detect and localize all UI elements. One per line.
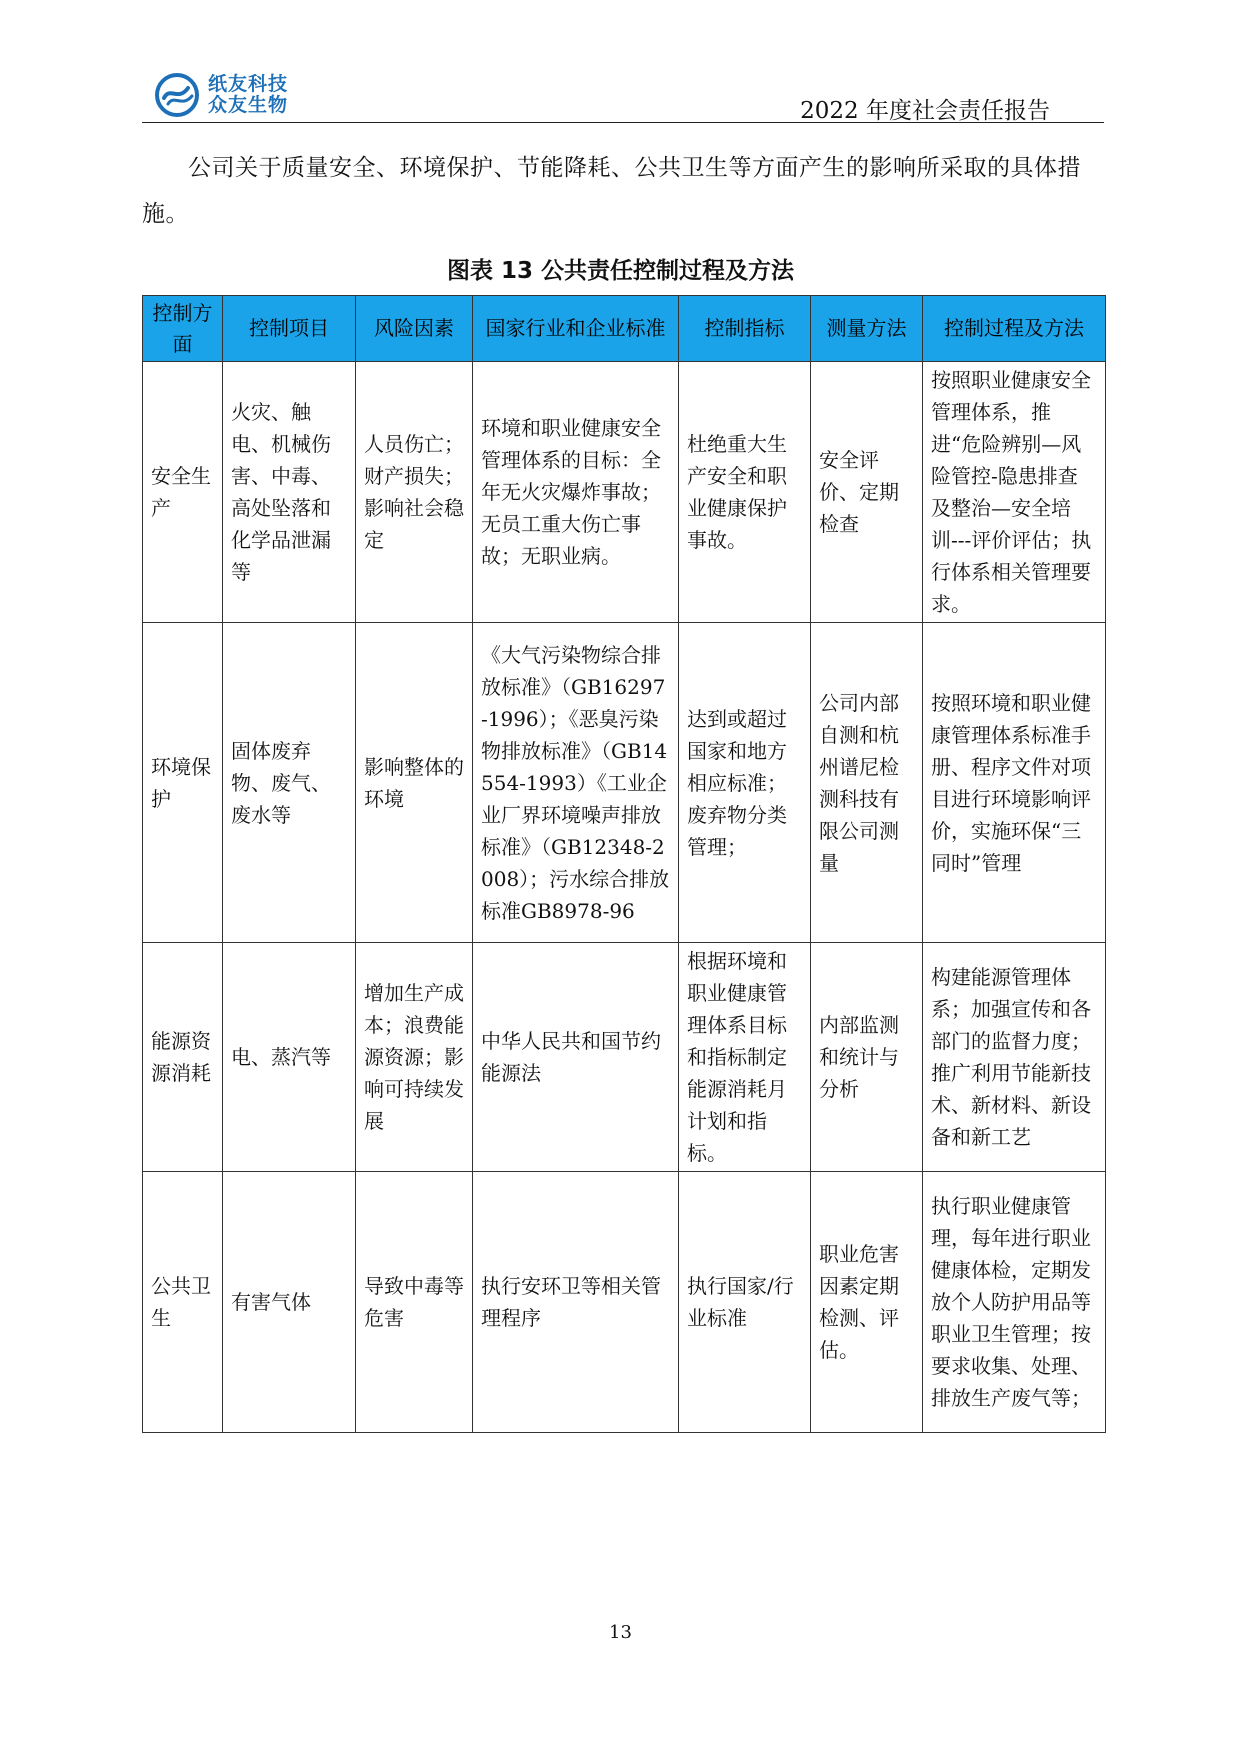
cell-standard: 《大气污染物综合排放标准》（GB16297-1996）；《恶臭污染物排放标准》（GB14554-1993）《工业企业厂界环境噪声排放标准》（GB12348-2008）；污水综合排放标准GB8978-96 (473, 623, 679, 943)
cell-method: 安全评价、定期检查 (811, 362, 923, 623)
cell-item: 有害气体 (223, 1172, 356, 1433)
page-header (142, 60, 1104, 124)
cell-item: 电、蒸汽等 (223, 943, 356, 1172)
cell-process: 按照职业健康安全管理体系，推进“危险辨别—风险管控-隐患排查及整治—安全培训---评价评估；执行体系相关管理要求。 (923, 362, 1106, 623)
cell-indicator: 杜绝重大生产安全和职业健康保护事故。 (679, 362, 811, 623)
cell-indicator: 达到或超过国家和地方相应标准；废弃物分类管理； (679, 623, 811, 943)
report-title: 2022 年度社会责任报告 (800, 98, 1050, 124)
cell-standard: 环境和职业健康安全管理体系的目标：全年无火灾爆炸事故；无员工重大伤亡事故；无职业病。 (473, 362, 679, 623)
cell-process: 执行职业健康管理，每年进行职业健康体检，定期发放个人防护用品等职业卫生管理；按要求收集、处理、排放生产废气等； (923, 1172, 1106, 1433)
cell-process: 构建能源管理体系；加强宣传和各部门的监督力度；推广利用节能新技术、新材料、新设备和新工艺 (923, 943, 1106, 1172)
cell-aspect: 能源资源消耗 (143, 943, 223, 1172)
col-header-standard: 国家行业和企业标准 (473, 296, 679, 362)
intro-paragraph: 公司关于质量安全、环境保护、节能降耗、公共卫生等方面产生的影响所采取的具体措施。 (142, 155, 1081, 227)
col-header-indicator: 控制指标 (679, 296, 811, 362)
col-header-method: 测量方法 (811, 296, 923, 362)
cell-aspect: 公共卫生 (143, 1172, 223, 1433)
company-logo (154, 72, 344, 118)
logo-line-2: 众友生物 (208, 94, 289, 116)
table-row (143, 1172, 1106, 1433)
cell-method: 职业危害因素定期检测、评估。 (811, 1172, 923, 1433)
cell-item: 火灾、触电、机械伤害、中毒、高处坠落和化学品泄漏等 (223, 362, 356, 623)
col-header-item: 控制项目 (223, 296, 356, 362)
cell-item: 固体废弃物、废气、废水等 (223, 623, 356, 943)
header-divider (142, 122, 1104, 123)
cell-risk: 人员伤亡；财产损失；影响社会稳定 (356, 362, 473, 623)
cell-method: 内部监测和统计与分析 (811, 943, 923, 1172)
table-header-row (143, 296, 1106, 362)
cell-risk: 导致中毒等危害 (356, 1172, 473, 1433)
logo-line-1: 纸友科技 (208, 73, 289, 95)
col-header-risk: 风险因素 (356, 296, 473, 362)
cell-aspect: 环境保护 (143, 623, 223, 943)
table-caption: 图表 13 公共责任控制过程及方法 (446, 258, 795, 284)
col-header-aspect: 控制方面 (143, 296, 223, 362)
cell-risk: 增加生产成本；浪费能源资源；影响可持续发展 (356, 943, 473, 1172)
table-row (143, 943, 1106, 1172)
cell-indicator: 根据环境和职业健康管理体系目标和指标制定能源消耗月计划和指标。 (679, 943, 811, 1172)
cell-risk: 影响整体的环境 (356, 623, 473, 943)
responsibility-table (142, 295, 1106, 1433)
table-row (143, 362, 1106, 623)
page-number: 13 (609, 1622, 632, 1643)
col-header-process: 控制过程及方法 (923, 296, 1106, 362)
logo-text (208, 74, 288, 116)
cell-standard: 中华人民共和国节约能源法 (473, 943, 679, 1172)
cell-method: 公司内部自测和杭州谱尼检测科技有限公司测量 (811, 623, 923, 943)
cell-indicator: 执行国家/行业标准 (679, 1172, 811, 1433)
cell-process: 按照环境和职业健康管理体系标准手册、程序文件对项目进行环境影响评价，实施环保“三同时”管理 (923, 623, 1106, 943)
company-logo-icon (154, 72, 200, 118)
table-row (143, 623, 1106, 943)
cell-aspect: 安全生产 (143, 362, 223, 623)
cell-standard: 执行安环卫等相关管理程序 (473, 1172, 679, 1433)
